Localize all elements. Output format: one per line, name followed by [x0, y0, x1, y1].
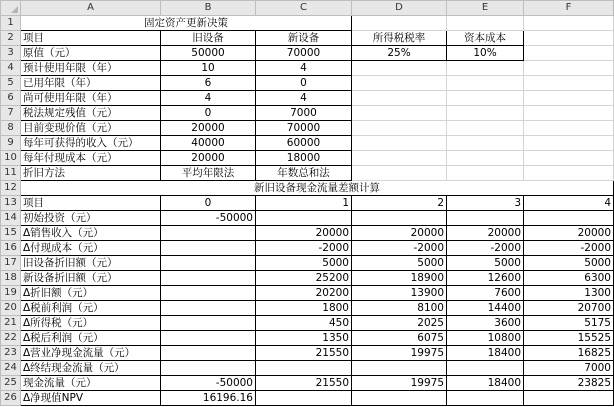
value-cell-year-2[interactable]: 20000: [352, 226, 447, 241]
select-all-corner[interactable]: [1, 1, 21, 16]
label-cell[interactable]: 项目: [21, 31, 161, 46]
value-cell-year-3[interactable]: [447, 391, 524, 406]
old-equipment-cell[interactable]: 20000: [161, 121, 256, 136]
value-cell-year-2[interactable]: 2025: [352, 316, 447, 331]
capital-cost-cell[interactable]: [447, 76, 524, 91]
value-cell-year-2[interactable]: 18900: [352, 271, 447, 286]
value-cell-year-3[interactable]: 20000: [447, 226, 524, 241]
value-cell-year-1[interactable]: [256, 361, 352, 376]
value-cell-year-1[interactable]: 20200: [256, 286, 352, 301]
value-cell-year-1[interactable]: 1350: [256, 331, 352, 346]
row-header-22[interactable]: 22: [1, 331, 21, 346]
value-cell-year-0[interactable]: [161, 256, 256, 271]
value-cell-year-0[interactable]: [161, 331, 256, 346]
label-cell[interactable]: Δ净现值NPV: [21, 391, 161, 406]
column-header-row: [1, 1, 614, 16]
value-cell-year-2[interactable]: 6075: [352, 331, 447, 346]
row-header-2[interactable]: 2: [1, 31, 21, 46]
old-equipment-cell[interactable]: 平均年限法: [161, 166, 256, 181]
row-header-23[interactable]: 23: [1, 346, 21, 361]
value-cell-year-4[interactable]: 20700: [524, 301, 614, 316]
value-cell-year-4[interactable]: -2000: [524, 241, 614, 256]
value-cell-year-4[interactable]: 7000: [524, 361, 614, 376]
old-equipment-cell[interactable]: 10: [161, 61, 256, 76]
value-cell-year-2[interactable]: [352, 391, 447, 406]
sheet-row: [1, 31, 614, 46]
row-header-9[interactable]: 9: [1, 136, 21, 151]
value-cell-year-0[interactable]: -50000: [161, 376, 256, 391]
value-cell-year-1[interactable]: [256, 211, 352, 226]
column-header-d[interactable]: D: [352, 1, 447, 16]
tax-rate-cell[interactable]: [352, 151, 447, 166]
sheet-row: [1, 76, 614, 91]
old-equipment-cell[interactable]: 40000: [161, 136, 256, 151]
tax-rate-cell[interactable]: 25%: [352, 46, 447, 61]
row-header-19[interactable]: 19: [1, 286, 21, 301]
value-cell-year-3[interactable]: [447, 211, 524, 226]
sheet-row: [1, 286, 614, 301]
value-cell-year-4[interactable]: 5175: [524, 316, 614, 331]
value-cell-year-4[interactable]: 6300: [524, 271, 614, 286]
value-cell-year-4[interactable]: 23825: [524, 376, 614, 391]
sheet-row: [1, 211, 614, 226]
new-equipment-cell[interactable]: 4: [256, 61, 352, 76]
empty-cell[interactable]: [524, 106, 614, 121]
column-header-b[interactable]: B: [161, 1, 256, 16]
value-cell-year-0[interactable]: [161, 286, 256, 301]
capital-cost-cell[interactable]: [447, 136, 524, 151]
value-cell-year-2[interactable]: 19975: [352, 376, 447, 391]
row-header-26[interactable]: 26: [1, 391, 21, 406]
value-cell-year-4[interactable]: 5000: [524, 256, 614, 271]
tax-rate-cell[interactable]: 所得税税率: [352, 31, 447, 46]
new-equipment-cell[interactable]: 新设备: [256, 31, 352, 46]
sheet-row: [1, 136, 614, 151]
empty-cell[interactable]: [524, 76, 614, 91]
value-cell-year-4[interactable]: [524, 391, 614, 406]
label-cell[interactable]: 新设备折旧额（元）: [21, 271, 161, 286]
cell-d1[interactable]: [352, 16, 447, 31]
label-cell[interactable]: Δ付现成本（元）: [21, 241, 161, 256]
value-cell-year-1[interactable]: 1: [256, 196, 352, 211]
value-cell-year-1[interactable]: [256, 391, 352, 406]
label-cell[interactable]: Δ税后利润（元）: [21, 331, 161, 346]
sheet-row: [1, 226, 614, 241]
label-cell[interactable]: 每年付现成本（元）: [21, 151, 161, 166]
value-cell-year-4[interactable]: [524, 211, 614, 226]
sheet-row: [1, 376, 614, 391]
value-cell-year-4[interactable]: 20000: [524, 226, 614, 241]
value-cell-year-2[interactable]: 5000: [352, 256, 447, 271]
row-header-24[interactable]: 24: [1, 361, 21, 376]
empty-cell[interactable]: [524, 121, 614, 136]
value-cell-year-0[interactable]: [161, 271, 256, 286]
value-cell-year-2[interactable]: 19975: [352, 346, 447, 361]
capital-cost-cell[interactable]: 10%: [447, 46, 524, 61]
value-cell-year-2[interactable]: 8100: [352, 301, 447, 316]
row-header-16[interactable]: 16: [1, 241, 21, 256]
new-equipment-cell[interactable]: 70000: [256, 121, 352, 136]
row-header-10[interactable]: 10: [1, 151, 21, 166]
tax-rate-cell[interactable]: [352, 121, 447, 136]
row-header-20[interactable]: 20: [1, 301, 21, 316]
empty-cell[interactable]: [524, 151, 614, 166]
label-cell[interactable]: Δ税前利润（元）: [21, 301, 161, 316]
value-cell-year-2[interactable]: -2000: [352, 241, 447, 256]
sheet-row: [1, 346, 614, 361]
value-cell-year-4[interactable]: 15525: [524, 331, 614, 346]
label-cell[interactable]: 原值（元）: [21, 46, 161, 61]
new-equipment-cell[interactable]: 4: [256, 91, 352, 106]
cell-f1[interactable]: [524, 16, 614, 31]
label-cell[interactable]: Δ所得税（元）: [21, 316, 161, 331]
sheet-row: [1, 121, 614, 136]
empty-cell[interactable]: [524, 166, 614, 181]
label-cell[interactable]: 旧设备折旧额（元）: [21, 256, 161, 271]
value-cell-year-3[interactable]: 3: [447, 196, 524, 211]
row-header-18[interactable]: 18: [1, 271, 21, 286]
new-equipment-cell[interactable]: 年数总和法: [256, 166, 352, 181]
value-cell-year-1[interactable]: 1800: [256, 301, 352, 316]
value-cell-year-0[interactable]: 0: [161, 196, 256, 211]
label-cell[interactable]: Δ折旧额（元）: [21, 286, 161, 301]
value-cell-year-3[interactable]: [447, 361, 524, 376]
label-cell[interactable]: 每年可获得的收入（元）: [21, 136, 161, 151]
value-cell-year-3[interactable]: 7600: [447, 286, 524, 301]
sheet-row: [1, 331, 614, 346]
sheet-row: [1, 316, 614, 331]
value-cell-year-0[interactable]: [161, 226, 256, 241]
value-cell-year-4[interactable]: 16825: [524, 346, 614, 361]
sheet-row: [1, 151, 614, 166]
value-cell-year-2[interactable]: [352, 211, 447, 226]
column-header-e[interactable]: E: [447, 1, 524, 16]
value-cell-year-0[interactable]: [161, 316, 256, 331]
capital-cost-cell[interactable]: [447, 166, 524, 181]
row-header-4[interactable]: 4: [1, 61, 21, 76]
sheet-row: [1, 301, 614, 316]
sheet-row: [1, 181, 614, 196]
column-header-a[interactable]: A: [21, 1, 161, 16]
sheet-row: [1, 91, 614, 106]
tax-rate-cell[interactable]: [352, 166, 447, 181]
value-cell-year-4[interactable]: 1300: [524, 286, 614, 301]
sheet-row: [1, 166, 614, 181]
label-cell[interactable]: 尚可使用年限（年）: [21, 91, 161, 106]
capital-cost-cell[interactable]: [447, 91, 524, 106]
capital-cost-cell[interactable]: [447, 121, 524, 136]
new-equipment-cell[interactable]: 60000: [256, 136, 352, 151]
empty-cell[interactable]: [524, 91, 614, 106]
row-header-5[interactable]: 5: [1, 76, 21, 91]
tax-rate-cell[interactable]: [352, 106, 447, 121]
value-cell-year-1[interactable]: 20000: [256, 226, 352, 241]
label-cell[interactable]: 预计使用年限（年）: [21, 61, 161, 76]
value-cell-year-0[interactable]: [161, 241, 256, 256]
section2-title-cell[interactable]: 新旧设备现金流量差额计算: [21, 181, 614, 196]
value-cell-year-2[interactable]: 13900: [352, 286, 447, 301]
value-cell-year-2[interactable]: 2: [352, 196, 447, 211]
row-header-7[interactable]: 7: [1, 106, 21, 121]
tax-rate-cell[interactable]: [352, 61, 447, 76]
empty-cell[interactable]: [524, 136, 614, 151]
value-cell-year-3[interactable]: 3600: [447, 316, 524, 331]
label-cell[interactable]: 现金流量（元）: [21, 376, 161, 391]
value-cell-year-0[interactable]: [161, 361, 256, 376]
value-cell-year-3[interactable]: 12600: [447, 271, 524, 286]
column-header-c[interactable]: C: [256, 1, 352, 16]
row-header-17[interactable]: 17: [1, 256, 21, 271]
sheet-row: [1, 361, 614, 376]
value-cell-year-1[interactable]: 5000: [256, 256, 352, 271]
value-cell-year-0[interactable]: 16196.16: [161, 391, 256, 406]
value-cell-year-3[interactable]: 10800: [447, 331, 524, 346]
sheet-row: [1, 271, 614, 286]
old-equipment-cell[interactable]: 6: [161, 76, 256, 91]
tax-rate-cell[interactable]: [352, 76, 447, 91]
value-cell-year-1[interactable]: -2000: [256, 241, 352, 256]
value-cell-year-4[interactable]: 4: [524, 196, 614, 211]
value-cell-year-1[interactable]: 21550: [256, 376, 352, 391]
capital-cost-cell[interactable]: 资本成本: [447, 31, 524, 46]
row-header-8[interactable]: 8: [1, 121, 21, 136]
label-cell[interactable]: Δ销售收入（元）: [21, 226, 161, 241]
old-equipment-cell[interactable]: 0: [161, 106, 256, 121]
label-cell[interactable]: Δ营业净现金流量（元）: [21, 346, 161, 361]
old-equipment-cell[interactable]: 50000: [161, 46, 256, 61]
old-equipment-cell[interactable]: 20000: [161, 151, 256, 166]
empty-cell[interactable]: [524, 31, 614, 46]
row-header-12[interactable]: 12: [1, 181, 21, 196]
cell-e1[interactable]: [447, 16, 524, 31]
value-cell-year-3[interactable]: 18400: [447, 376, 524, 391]
value-cell-year-0[interactable]: -50000: [161, 211, 256, 226]
value-cell-year-0[interactable]: [161, 346, 256, 361]
new-equipment-cell[interactable]: 0: [256, 76, 352, 91]
tax-rate-cell[interactable]: [352, 91, 447, 106]
label-cell[interactable]: 折旧方法: [21, 166, 161, 181]
value-cell-year-3[interactable]: -2000: [447, 241, 524, 256]
capital-cost-cell[interactable]: [447, 106, 524, 121]
row-header-3[interactable]: 3: [1, 46, 21, 61]
sheet-row: [1, 391, 614, 406]
sheet-row: [1, 196, 614, 211]
row-header-11[interactable]: 11: [1, 166, 21, 181]
label-cell[interactable]: 税法规定残值（元）: [21, 106, 161, 121]
value-cell-year-2[interactable]: [352, 361, 447, 376]
sheet-row: [1, 106, 614, 121]
value-cell-year-3[interactable]: 14400: [447, 301, 524, 316]
label-cell[interactable]: 初始投资（元）: [21, 211, 161, 226]
sheet-row: [1, 241, 614, 256]
row-header-25[interactable]: 25: [1, 376, 21, 391]
capital-cost-cell[interactable]: [447, 61, 524, 76]
sheet-row: [1, 61, 614, 76]
row-header-6[interactable]: 6: [1, 91, 21, 106]
capital-cost-cell[interactable]: [447, 151, 524, 166]
label-cell[interactable]: Δ终结现金流量（元）: [21, 361, 161, 376]
sheet-row: [1, 256, 614, 271]
row-header-1[interactable]: 1: [1, 16, 21, 31]
value-cell-year-3[interactable]: 18400: [447, 346, 524, 361]
value-cell-year-1[interactable]: 450: [256, 316, 352, 331]
row-header-13[interactable]: 13: [1, 196, 21, 211]
old-equipment-cell[interactable]: 4: [161, 91, 256, 106]
section1-title-cell[interactable]: 固定资产更新决策: [21, 16, 352, 31]
sheet-row: [1, 16, 614, 31]
label-cell[interactable]: 项目: [21, 196, 161, 211]
value-cell-year-1[interactable]: 21550: [256, 346, 352, 361]
tax-rate-cell[interactable]: [352, 136, 447, 151]
value-cell-year-3[interactable]: 5000: [447, 256, 524, 271]
new-equipment-cell[interactable]: 70000: [256, 46, 352, 61]
value-cell-year-1[interactable]: 25200: [256, 271, 352, 286]
column-header-f[interactable]: F: [524, 1, 614, 16]
empty-cell[interactable]: [524, 61, 614, 76]
old-equipment-cell[interactable]: 旧设备: [161, 31, 256, 46]
row-header-21[interactable]: 21: [1, 316, 21, 331]
label-cell[interactable]: 目前变现价值（元）: [21, 121, 161, 136]
row-header-15[interactable]: 15: [1, 226, 21, 241]
row-header-14[interactable]: 14: [1, 211, 21, 226]
value-cell-year-0[interactable]: [161, 301, 256, 316]
new-equipment-cell[interactable]: 18000: [256, 151, 352, 166]
label-cell[interactable]: 已用年限（年）: [21, 76, 161, 91]
new-equipment-cell[interactable]: 7000: [256, 106, 352, 121]
sheet-row: [1, 46, 614, 61]
empty-cell[interactable]: [524, 46, 614, 61]
